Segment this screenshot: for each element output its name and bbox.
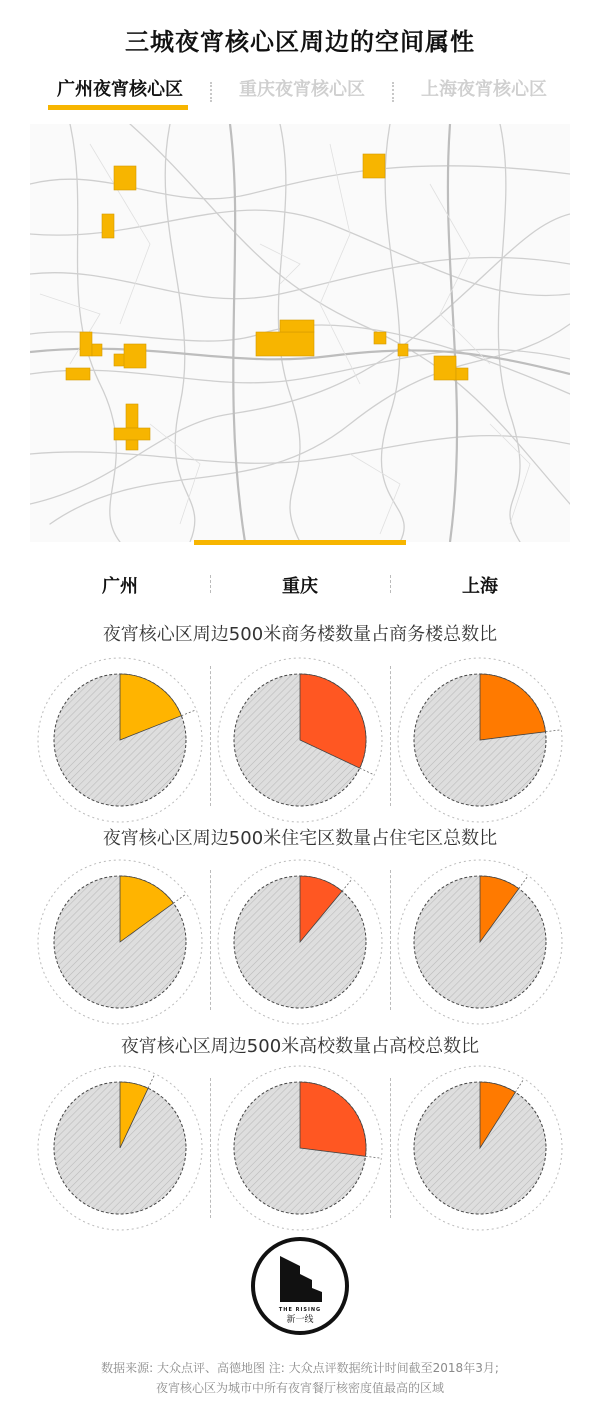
city-tabs bbox=[30, 76, 570, 116]
pie-guangzhou-0 bbox=[30, 650, 210, 830]
pie-leader-line bbox=[365, 1156, 381, 1158]
tab-shanghai[interactable]: 上海夜宵核心区 bbox=[421, 79, 547, 100]
pie-leader-line bbox=[181, 710, 196, 716]
pie-leader-line bbox=[519, 876, 528, 889]
logo bbox=[250, 1236, 350, 1336]
logo-brand: 新一线 bbox=[286, 1315, 314, 1325]
pie-slice-chongqing bbox=[300, 1082, 366, 1156]
pie-leader-line bbox=[173, 894, 186, 903]
metric-title-university: 夜宵核心区周边500米高校数量占高校总数比 bbox=[120, 1036, 480, 1057]
pie-chongqing-2 bbox=[210, 1058, 390, 1238]
metric-title-residential: 夜宵核心区周边500米住宅区数量占住宅区总数比 bbox=[102, 828, 498, 849]
logo-tagline: THE RISING bbox=[278, 1307, 322, 1313]
pie-shanghai-2 bbox=[390, 1058, 570, 1238]
column-divider bbox=[210, 575, 211, 593]
pie-chongqing-1 bbox=[210, 852, 390, 1032]
column-divider bbox=[390, 575, 391, 593]
column-head-chongqing: 重庆 bbox=[282, 576, 318, 597]
page-title: 三城夜宵核心区周边的空间属性 bbox=[125, 28, 475, 56]
tab-guangzhou[interactable]: 广州夜宵核心区 bbox=[57, 79, 183, 100]
map-scrollbar[interactable] bbox=[194, 540, 406, 545]
footer-note: 夜宵核心区为城市中所有夜宵餐厅核密度值最高的区域 bbox=[155, 1381, 444, 1395]
footer-source: 数据来源: 大众点评、高德地图 注: 大众点评数据统计时间截至2018年3月; bbox=[101, 1361, 499, 1375]
pie-guangzhou-1 bbox=[30, 852, 210, 1032]
metric-title-office: 夜宵核心区周边500米商务楼数量占商务楼总数比 bbox=[102, 624, 498, 645]
column-head-shanghai: 上海 bbox=[462, 576, 498, 597]
pie-leader-line bbox=[342, 879, 352, 891]
guangzhou-map[interactable] bbox=[30, 124, 570, 542]
column-head-guangzhou: 广州 bbox=[102, 576, 138, 597]
pie-leader-line bbox=[148, 1074, 155, 1088]
pie-shanghai-1 bbox=[390, 852, 570, 1032]
pie-shanghai-0 bbox=[390, 650, 570, 830]
pie-chongqing-0 bbox=[210, 650, 390, 830]
pie-leader-line bbox=[545, 730, 561, 732]
pie-leader-line bbox=[515, 1079, 524, 1093]
pie-guangzhou-2 bbox=[30, 1058, 210, 1238]
active-tab-underline bbox=[48, 105, 188, 110]
road-network bbox=[30, 124, 570, 542]
nightlife-core-zones bbox=[66, 154, 468, 450]
pie-leader-line bbox=[360, 768, 374, 775]
pie-slice-shanghai bbox=[480, 674, 545, 740]
tab-chongqing[interactable]: 重庆夜宵核心区 bbox=[239, 79, 365, 100]
